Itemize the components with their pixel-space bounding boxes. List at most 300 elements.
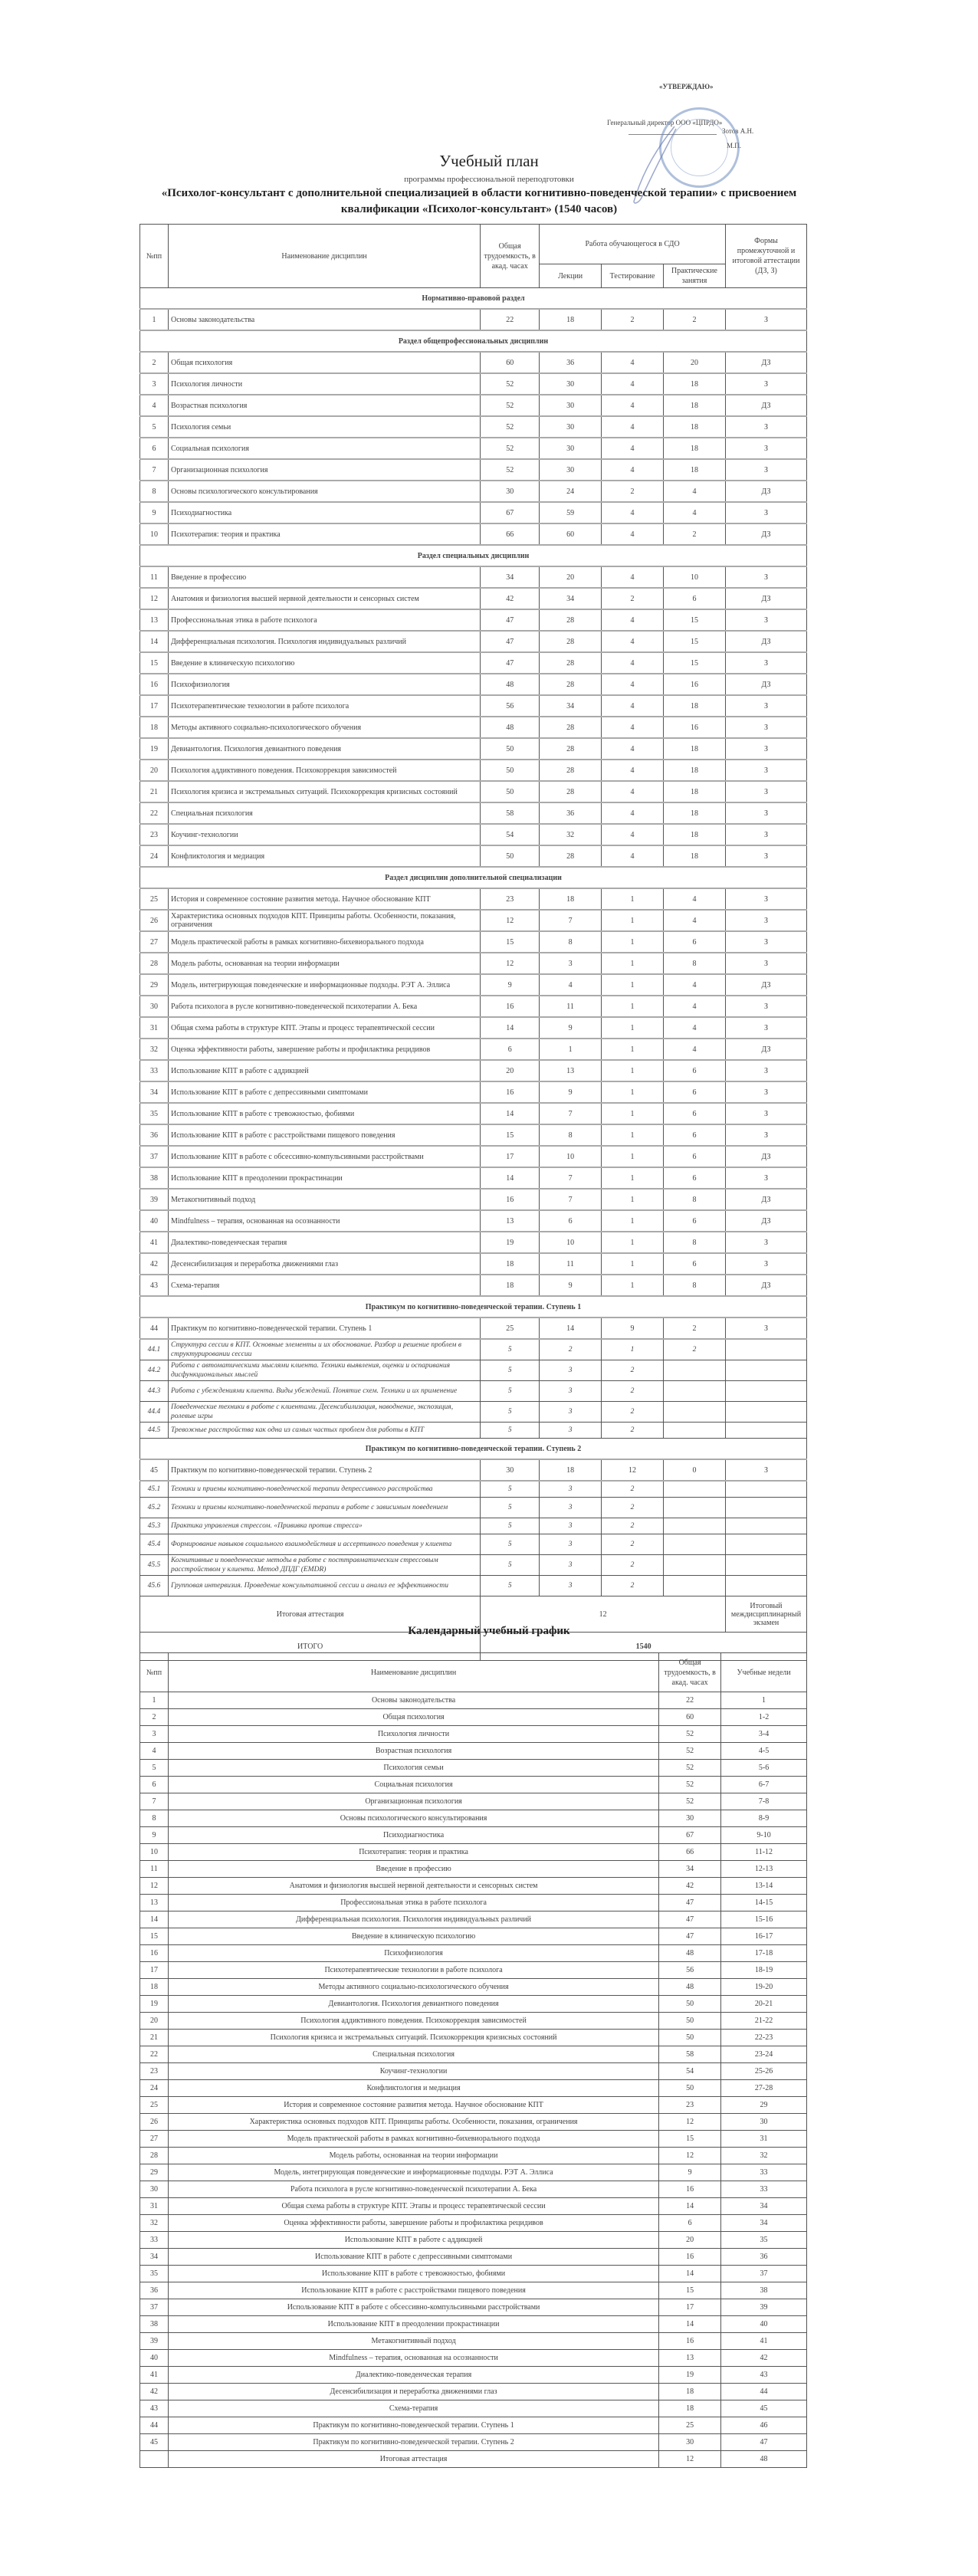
row-number: 30 [140,996,169,1017]
testing-hours: 4 [602,502,664,523]
discipline-name: Техники и приемы когнитивно-поведенческой терапии в работе с зависимым поведением [168,1498,480,1518]
attestation-form [725,1555,806,1576]
calendar-row [140,2131,807,2148]
discipline-row [140,309,807,330]
total-hours: 19 [659,2367,721,2384]
header-testing: Тестирование [602,264,664,288]
testing-hours: 1 [602,1167,664,1189]
section-title: Нормативно-правовой раздел [140,288,807,310]
calendar-title: Календарный учебный график [408,1625,570,1637]
total-hours: 52 [481,373,540,395]
row-number: 45.6 [140,1576,169,1596]
total-hours: 19 [481,1232,540,1253]
lecture-hours: 30 [540,395,602,416]
discipline-name: Работа психолога в русле когнитивно-поведенческой психотерапии А. Бека [168,2181,658,2198]
attestation-form: З [725,1318,806,1339]
total-hours: 16 [481,996,540,1017]
discipline-name: Модель работы, основанная на теории информации [168,953,480,974]
calendar-table [139,1652,807,2468]
final-hours: 12 [481,1596,726,1633]
practice-hours: 18 [664,438,726,459]
attestation-form: З [725,953,806,974]
discipline-name: Анатомия и физиология высшей нервной деятельности и сенсорных систем [168,1878,658,1895]
practice-hours: 16 [664,717,726,738]
total-hours: 34 [659,1861,721,1878]
row-number: 26 [140,910,169,931]
total-hours: 5 [481,1576,540,1596]
discipline-name: Конфликтология и медиация [168,2080,658,2097]
practice-hours: 18 [664,373,726,395]
row-number: 2 [140,352,169,373]
total-hours: 47 [659,1911,721,1928]
total-hours: 30 [481,481,540,502]
lecture-hours: 1 [540,1039,602,1060]
study-weeks: 43 [721,2367,807,2384]
testing-hours: 4 [602,416,664,438]
calendar-row [140,2148,807,2164]
row-number: 21 [140,781,169,802]
practice-hours: 15 [664,631,726,652]
practice-hours: 4 [664,910,726,931]
row-number: 44.5 [140,1423,169,1439]
discipline-name: Специальная психология [168,802,480,824]
lecture-hours: 36 [540,352,602,373]
discipline-name: Введение в профессию [168,1861,658,1878]
row-number: 17 [140,1962,169,1979]
total-hours: 50 [659,2030,721,2046]
discipline-name: Психотерапия: теория и практика [168,523,480,545]
row-number: 35 [140,2266,169,2282]
discipline-name: Использование КПТ в работе с расстройствами пищевого поведения [168,1124,480,1146]
discipline-row [140,888,807,910]
lecture-hours: 24 [540,481,602,502]
section-header-row [140,1439,807,1460]
calendar-row [140,1878,807,1895]
discipline-name: Психодиагностика [168,1827,658,1844]
discipline-name: Использование КПТ в работе с расстройствами пищевого поведения [168,2282,658,2299]
practice-hours [664,1402,726,1423]
total-hours: 17 [481,1146,540,1167]
study-weeks: 22-23 [721,2030,807,2046]
discipline-row [140,1459,807,1481]
discipline-name: Когнитивные и поведенческие методы в работе с посттравматическим стрессовым расстройством у клиента. Метод ДПДГ (EMDR) [168,1555,480,1576]
lecture-hours: 9 [540,1017,602,1039]
discipline-row [140,1232,807,1253]
attestation-form: З [725,695,806,717]
lecture-hours: 28 [540,781,602,802]
study-weeks: 25-26 [721,2063,807,2080]
row-number: 4 [140,1743,169,1760]
row-number: 12 [140,1878,169,1895]
discipline-row [140,1039,807,1060]
total-hours: 50 [659,2080,721,2097]
total-hours: 52 [481,459,540,481]
attestation-form: З [725,781,806,802]
row-number: 22 [140,802,169,824]
total-hours: 5 [481,1339,540,1360]
calendar-row [140,2367,807,2384]
subtopic-row [140,1360,807,1381]
total-hours: 17 [659,2299,721,2316]
testing-hours: 4 [602,760,664,781]
total-hours: 52 [659,1726,721,1743]
total-hours: 52 [481,395,540,416]
row-number: 42 [140,1253,169,1275]
discipline-name: Метакогнитивный подход [168,2333,658,2350]
practice-hours: 4 [664,974,726,996]
practice-hours: 15 [664,609,726,631]
study-weeks: 36 [721,2249,807,2266]
approval-director: Генеральный директор ООО «ЦПРДО» [607,119,723,126]
discipline-row [140,416,807,438]
row-number: 19 [140,738,169,760]
discipline-row [140,760,807,781]
subtopic-row [140,1498,807,1518]
cal-header-total: Общая трудоемкость, в акад. часах [659,1653,721,1692]
discipline-row [140,717,807,738]
discipline-row [140,910,807,931]
discipline-row [140,352,807,373]
discipline-name: Психофизиология [168,674,480,695]
row-number: 27 [140,2131,169,2148]
lecture-hours: 18 [540,1459,602,1481]
practice-hours: 16 [664,674,726,695]
total-hours: 56 [659,1962,721,1979]
row-number: 3 [140,373,169,395]
attestation-form: З [725,309,806,330]
study-weeks: 44 [721,2384,807,2400]
calendar-row [140,2451,807,2468]
practice-hours [664,1534,726,1555]
total-hours: 18 [481,1275,540,1296]
testing-hours: 1 [602,1146,664,1167]
lecture-hours: 9 [540,1275,602,1296]
attestation-form: З [725,566,806,588]
discipline-name: Работа с убеждениями клиента. Виды убеждений. Понятие схем. Техники и их применение [168,1381,480,1402]
lecture-hours: 60 [540,523,602,545]
page-title: Учебный план [439,152,539,170]
attestation-form: З [725,738,806,760]
study-weeks: 34 [721,2198,807,2215]
total-hours: 34 [481,566,540,588]
practice-hours: 6 [664,931,726,953]
total-hours: 14 [659,2198,721,2215]
lecture-hours: 9 [540,1081,602,1103]
attestation-form: ДЗ [725,523,806,545]
row-number: 28 [140,2148,169,2164]
row-number: 24 [140,845,169,867]
discipline-row [140,1103,807,1124]
row-number: 38 [140,1167,169,1189]
testing-hours: 9 [602,1318,664,1339]
practice-hours: 4 [664,1039,726,1060]
approval-title: «УТВЕРЖДАЮ» [659,83,714,90]
total-hours: 52 [659,1777,721,1793]
total-hours: 14 [659,2266,721,2282]
practice-hours: 6 [664,1081,726,1103]
testing-hours: 1 [602,1081,664,1103]
subtopic-row [140,1534,807,1555]
row-number: 35 [140,1103,169,1124]
testing-hours: 1 [602,1339,664,1360]
practice-hours: 4 [664,996,726,1017]
attestation-form: З [725,1253,806,1275]
calendar-row [140,2097,807,2114]
study-weeks: 4-5 [721,1743,807,1760]
attestation-form: ДЗ [725,1146,806,1167]
row-number: 11 [140,1861,169,1878]
total-hours: 12 [481,953,540,974]
discipline-row [140,931,807,953]
practice-hours: 8 [664,1232,726,1253]
testing-hours: 1 [602,931,664,953]
practice-hours: 4 [664,1017,726,1039]
practice-hours: 6 [664,1060,726,1081]
discipline-row [140,459,807,481]
discipline-name: Психология семьи [168,416,480,438]
lecture-hours: 11 [540,1253,602,1275]
testing-hours: 2 [602,1534,664,1555]
row-number: 4 [140,395,169,416]
study-weeks: 46 [721,2417,807,2434]
discipline-row [140,1081,807,1103]
total-hours: 42 [481,588,540,609]
final-label: Итоговая аттестация [140,1596,481,1633]
discipline-name: Характеристика основных подходов КПТ. Принципы работы. Особенности, показания, ограничения [168,2114,658,2131]
attestation-form: З [725,438,806,459]
study-weeks: 47 [721,2434,807,2451]
lecture-hours: 32 [540,824,602,845]
total-hours: 30 [481,1459,540,1481]
practice-hours: 2 [664,523,726,545]
attestation-form [725,1534,806,1555]
row-number: 18 [140,717,169,738]
row-number: 44 [140,2417,169,2434]
total-hours: 14 [659,2316,721,2333]
lecture-hours: 28 [540,609,602,631]
testing-hours: 1 [602,1253,664,1275]
practice-hours: 6 [664,588,726,609]
attestation-form: ДЗ [725,1210,806,1232]
discipline-name: Профессиональная этика в работе психолога [168,609,480,631]
attestation-form [725,1339,806,1360]
curriculum-body [140,288,807,1596]
discipline-row [140,1253,807,1275]
total-hours: 48 [481,717,540,738]
total-hours: 50 [481,760,540,781]
discipline-name: Психология личности [168,373,480,395]
section-title: Практикум по когнитивно-поведенческой терапии. Ступень 2 [140,1439,807,1460]
testing-hours: 4 [602,566,664,588]
discipline-name: Модель работы, основанная на теории информации [168,2148,658,2164]
lecture-hours: 3 [540,1534,602,1555]
discipline-name: Диалектико-поведенческая терапия [168,2367,658,2384]
total-hours: 25 [481,1318,540,1339]
row-number: 19 [140,1996,169,2013]
attestation-form: З [725,760,806,781]
testing-hours: 4 [602,373,664,395]
total-hours: 15 [481,931,540,953]
study-weeks: 37 [721,2266,807,2282]
discipline-name: Девиантология. Психология девиантного поведения [168,738,480,760]
discipline-name: Использование КПТ в работе с тревожностью, фобиями [168,2266,658,2282]
subtopic-row [140,1423,807,1439]
discipline-name: Формирование навыков социального взаимодействия и ассертивного поведения у клиента [168,1534,480,1555]
lecture-hours: 20 [540,566,602,588]
testing-hours: 1 [602,1103,664,1124]
section-header-row [140,867,807,888]
practice-hours: 8 [664,1275,726,1296]
study-weeks: 41 [721,2333,807,2350]
discipline-name: Модель, интегрирующая поведенческие и информационные подходы. РЭТ А. Эллиса [168,974,480,996]
study-weeks: 33 [721,2164,807,2181]
header-total: Общая трудоемкость, в акад. часах [481,225,540,288]
row-number: 21 [140,2030,169,2046]
attestation-form: ДЗ [725,1189,806,1210]
calendar-row [140,1743,807,1760]
row-number: 33 [140,2232,169,2249]
study-weeks: 35 [721,2232,807,2249]
section-title: Раздел специальных дисциплин [140,545,807,566]
attestation-form: З [725,824,806,845]
discipline-name: Работа с автоматическими мыслями клиента. Техники выявления, оценки и оспаривания дисфункциональных мыслей [168,1360,480,1381]
attestation-form: З [725,652,806,674]
discipline-name: Методы активного социально-психологического обучения [168,1979,658,1996]
discipline-name: Конфликтология и медиация [168,845,480,867]
total-hours: 47 [481,652,540,674]
testing-hours: 1 [602,1275,664,1296]
total-hours: 15 [481,1124,540,1146]
study-weeks: 27-28 [721,2080,807,2097]
section-title: Практикум по когнитивно-поведенческой терапии. Ступень 1 [140,1296,807,1318]
total-hours: 50 [659,2013,721,2030]
calendar-row [140,2080,807,2097]
discipline-name: Схема-терапия [168,2400,658,2417]
lecture-hours: 34 [540,588,602,609]
row-number: 20 [140,2013,169,2030]
row-number: 44.4 [140,1402,169,1423]
row-number: 37 [140,2299,169,2316]
subtopic-row [140,1339,807,1360]
practice-hours: 18 [664,781,726,802]
program-title: «Психолог-консультант с дополнительной специализацией в области когнитивно-поведенческой терапии» с присвоением квалификации «Психолог-консультант» (1540 часов) [161,187,797,215]
testing-hours: 1 [602,1124,664,1146]
total-hours: 60 [659,1709,721,1726]
study-weeks: 40 [721,2316,807,2333]
final-form: Итоговый междисциплинарный экзамен [725,1596,806,1633]
row-number: 5 [140,1760,169,1777]
practice-hours: 2 [664,309,726,330]
discipline-name: Использование КПТ в работе с аддикцией [168,1060,480,1081]
study-weeks: 18-19 [721,1962,807,1979]
row-number: 41 [140,1232,169,1253]
row-number: 45.4 [140,1534,169,1555]
row-number: 40 [140,2350,169,2367]
discipline-name: Общая психология [168,1709,658,1726]
attestation-form: ДЗ [725,631,806,652]
total-hours: 1540 [481,1633,807,1661]
testing-hours: 1 [602,974,664,996]
section-header-row [140,1296,807,1318]
total-hours: 42 [659,1878,721,1895]
discipline-name: Общая психология [168,352,480,373]
curriculum-table [139,224,807,1661]
row-number: 20 [140,760,169,781]
lecture-hours: 3 [540,1498,602,1518]
practice-hours: 8 [664,1189,726,1210]
practice-hours: 4 [664,502,726,523]
row-number: 25 [140,888,169,910]
practice-hours [664,1576,726,1596]
discipline-row [140,1167,807,1189]
discipline-row [140,953,807,974]
study-weeks: 9-10 [721,1827,807,1844]
calendar-row [140,2215,807,2232]
total-hours: 30 [659,1810,721,1827]
discipline-name: Возрастная психология [168,1743,658,1760]
total-hours: 54 [659,2063,721,2080]
total-hours: 67 [659,1827,721,1844]
practice-hours: 4 [664,888,726,910]
calendar-row [140,1979,807,1996]
total-hours: 60 [481,352,540,373]
testing-hours: 1 [602,888,664,910]
calendar-row [140,1945,807,1962]
attestation-form [725,1381,806,1402]
lecture-hours: 30 [540,438,602,459]
row-number: 27 [140,931,169,953]
discipline-name: Практикум по когнитивно-поведенческой терапии. Ступень 2 [168,2434,658,2451]
testing-hours: 1 [602,1039,664,1060]
calendar-row [140,1911,807,1928]
total-hours: 52 [659,1743,721,1760]
row-number: 29 [140,2164,169,2181]
attestation-form: ДЗ [725,974,806,996]
total-hours: 20 [481,1060,540,1081]
testing-hours: 2 [602,1481,664,1498]
practice-hours: 20 [664,352,726,373]
row-number: 2 [140,1709,169,1726]
lecture-hours: 28 [540,845,602,867]
row-number: 11 [140,566,169,588]
calendar-row [140,1861,807,1878]
discipline-name: Практикум по когнитивно-поведенческой терапии. Ступень 2 [168,1459,480,1481]
calendar-row [140,2350,807,2367]
practice-hours: 18 [664,738,726,760]
lecture-hours: 8 [540,931,602,953]
discipline-row [140,996,807,1017]
discipline-name: Коучинг-технологии [168,2063,658,2080]
discipline-row [140,566,807,588]
discipline-name: Оценка эффективности работы, завершение работы и профилактика рецидивов [168,2215,658,2232]
row-number: 10 [140,523,169,545]
calendar-row [140,1844,807,1861]
lecture-hours: 34 [540,695,602,717]
testing-hours: 2 [602,1498,664,1518]
calendar-row [140,2030,807,2046]
testing-hours: 1 [602,1210,664,1232]
study-weeks: 21-22 [721,2013,807,2030]
discipline-name: Психотерапия: теория и практика [168,1844,658,1861]
calendar-row [140,2266,807,2282]
row-number: 18 [140,1979,169,1996]
lecture-hours: 28 [540,738,602,760]
discipline-name: Введение в клиническую психологию [168,652,480,674]
testing-hours: 4 [602,717,664,738]
study-weeks: 33 [721,2181,807,2198]
discipline-name: Групповая интервизия. Проведение консультативной сессии и анализ ее эффективности [168,1576,480,1596]
practice-hours [664,1381,726,1402]
